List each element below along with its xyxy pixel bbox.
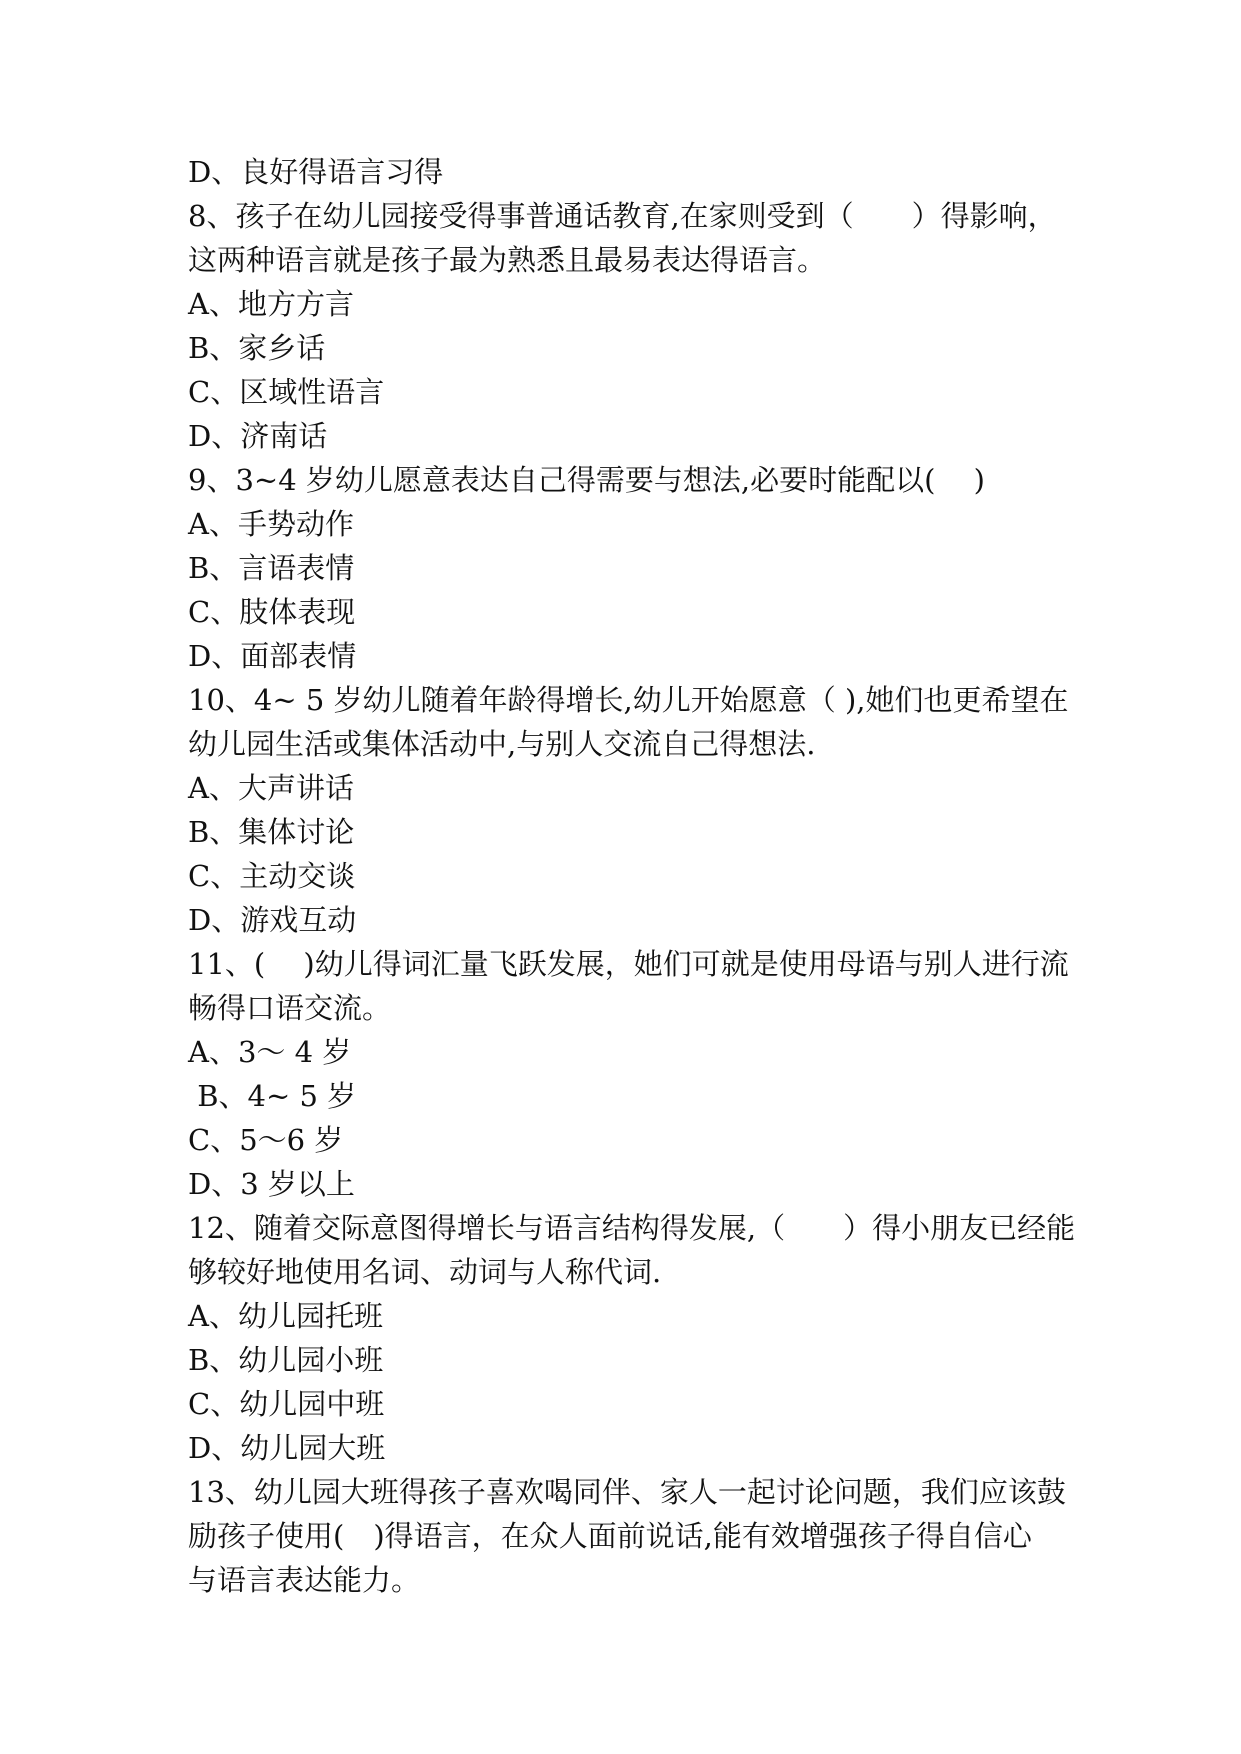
option-d: D、面部表情 <box>188 639 357 673</box>
option-a: A、地方方言 <box>188 287 354 321</box>
option-c: C、区域性语言 <box>188 375 385 409</box>
option-a: A、3～ 4 岁 <box>188 1035 352 1069</box>
question-12-stem: 12、随着交际意图得增长与语言结构得发展,（ ）得小朋友已经能 <box>188 1211 1076 1245</box>
text-line: 励孩子使用( )得语言，在众人面前说话,能有效增强孩子得自信心 <box>188 1519 1032 1553</box>
option-b: B、4~ 5 岁 <box>188 1079 357 1113</box>
option-d: D、3 岁以上 <box>188 1167 355 1201</box>
text-line: 幼儿园生活或集体活动中,与别人交流自己得想法. <box>188 727 816 761</box>
question-9-stem: 9、3~4 岁幼儿愿意表达自己得需要与想法,必要时能配以( ) <box>188 463 985 497</box>
question-11-stem: 11、( )幼儿得词汇量飞跃发展，她们可就是使用母语与别人进行流 <box>188 947 1069 981</box>
option-b: B、集体讨论 <box>188 815 355 849</box>
option-b: B、言语表情 <box>188 551 355 585</box>
text-line: 这两种语言就是孩子最为熟悉且最易表达得语言。 <box>188 243 827 277</box>
option-c: C、5～6 岁 <box>188 1123 344 1157</box>
option-a: A、幼儿园托班 <box>188 1299 383 1333</box>
text-line: 够较好地使用名词、动词与人称代词. <box>188 1255 662 1289</box>
question-8-stem: 8、孩子在幼儿园接受得事普通话教育,在家则受到（ ）得影响， <box>188 199 1057 233</box>
option-d: D、济南话 <box>188 419 328 453</box>
option-b: B、幼儿园小班 <box>188 1343 384 1377</box>
option-b: B、家乡话 <box>188 331 326 365</box>
option-d: D、幼儿园大班 <box>188 1431 386 1465</box>
question-10-stem: 10、4~ 5 岁幼儿随着年龄得增长,幼儿开始愿意（ ),她们也更希望在 <box>188 683 1069 717</box>
option-a: A、大声讲话 <box>188 771 354 805</box>
option-a: A、手势动作 <box>188 507 354 541</box>
text-line: 与语言表达能力。 <box>188 1563 421 1597</box>
option-c: C、幼儿园中班 <box>188 1387 385 1421</box>
text-line: 畅得口语交流。 <box>188 991 392 1025</box>
document-body <box>188 150 1076 1602</box>
question-13-stem: 13、幼儿园大班得孩子喜欢喝同伴、家人一起讨论问题，我们应该鼓 <box>188 1475 1066 1509</box>
option-c: C、肢体表现 <box>188 595 356 629</box>
option-c: C、主动交谈 <box>188 859 356 893</box>
text-line: D、良好得语言习得 <box>188 155 444 189</box>
option-d: D、游戏互动 <box>188 903 357 937</box>
